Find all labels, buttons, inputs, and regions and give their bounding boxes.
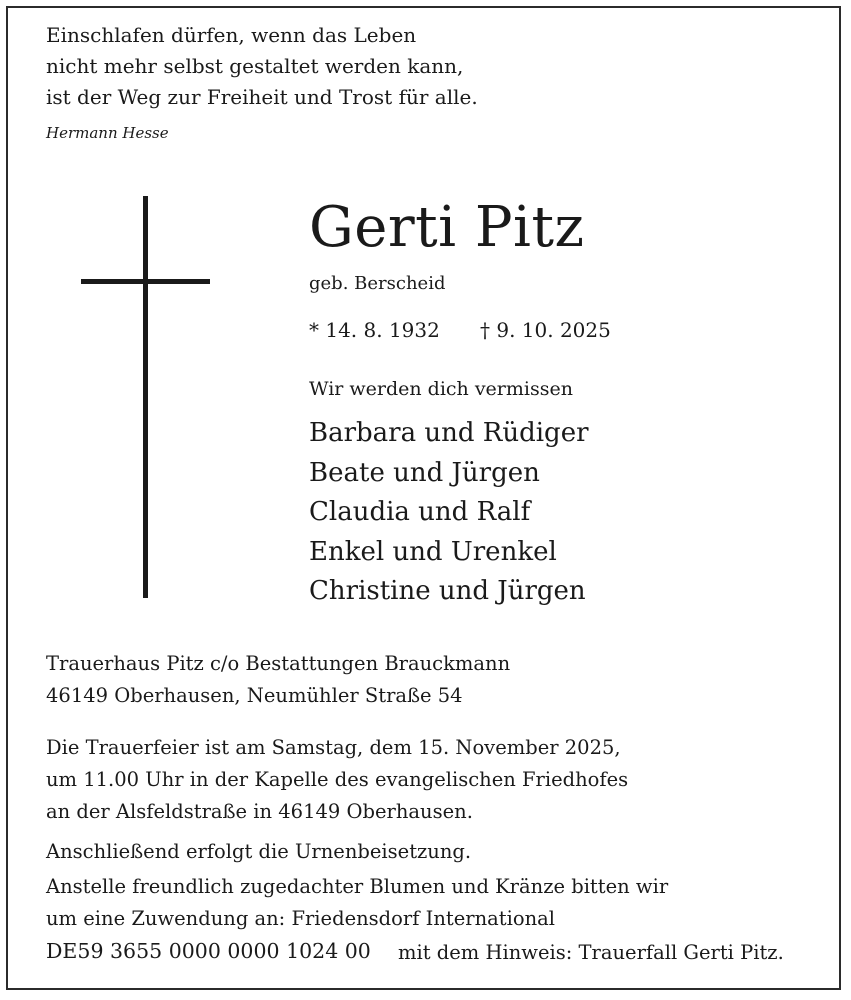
birth-name: geb. Berscheid — [309, 273, 446, 294]
poem — [46, 20, 478, 113]
donation-block — [46, 871, 668, 935]
mourner: Christine und Jürgen — [309, 576, 586, 606]
poem-line: Einschlafen dürfen, wenn das Leben — [46, 23, 417, 47]
ceremony-line: um 11.00 Uhr in der Kapelle des evangelischen Friedhofes — [46, 768, 629, 791]
death-date: † 9. 10. 2025 — [480, 318, 611, 342]
birth-date: * 14. 8. 1932 — [309, 318, 440, 342]
address-line: 46149 Oberhausen, Neumühler Straße 54 — [46, 684, 463, 707]
ceremony-line: an der Alsfeldstraße in 46149 Oberhausen. — [46, 800, 473, 823]
address-line: Trauerhaus Pitz c/o Bestattungen Brauckmann — [46, 652, 511, 675]
mourner: Enkel und Urenkel — [309, 536, 557, 567]
ceremony-block — [46, 732, 628, 828]
farewell-line: Wir werden dich vermissen — [309, 378, 573, 400]
deceased-name: Gerti Pitz — [309, 195, 585, 260]
donation-hint: mit dem Hinweis: Trauerfall Gerti Pitz. — [398, 941, 784, 964]
address-block — [46, 648, 510, 712]
donation-line: Anstelle freundlich zugedachter Blumen und Kränze bitten wir — [46, 875, 669, 898]
mourner: Barbara und Rüdiger — [309, 418, 589, 448]
mourner: Beate und Jürgen — [309, 457, 540, 488]
cross-icon-bar — [81, 279, 210, 284]
cross-icon — [143, 196, 148, 598]
poem-author: Hermann Hesse — [46, 124, 169, 142]
poem-line: ist der Weg zur Freiheit und Trost für alle. — [46, 85, 478, 109]
mourner: Claudia und Ralf — [309, 497, 531, 527]
mourners-list — [309, 414, 589, 612]
poem-line: nicht mehr selbst gestaltet werden kann, — [46, 54, 464, 78]
ceremony-line: Die Trauerfeier ist am Samstag, dem 15. November 2025, — [46, 736, 621, 759]
iban: DE59 3655 0000 0000 1024 00 — [46, 939, 371, 963]
urn-burial-line — [46, 836, 471, 868]
urn-burial-text: Anschließend erfolgt die Urnenbeisetzung. — [46, 840, 472, 863]
donation-line: um eine Zuwendung an: Friedensdorf International — [46, 907, 556, 930]
